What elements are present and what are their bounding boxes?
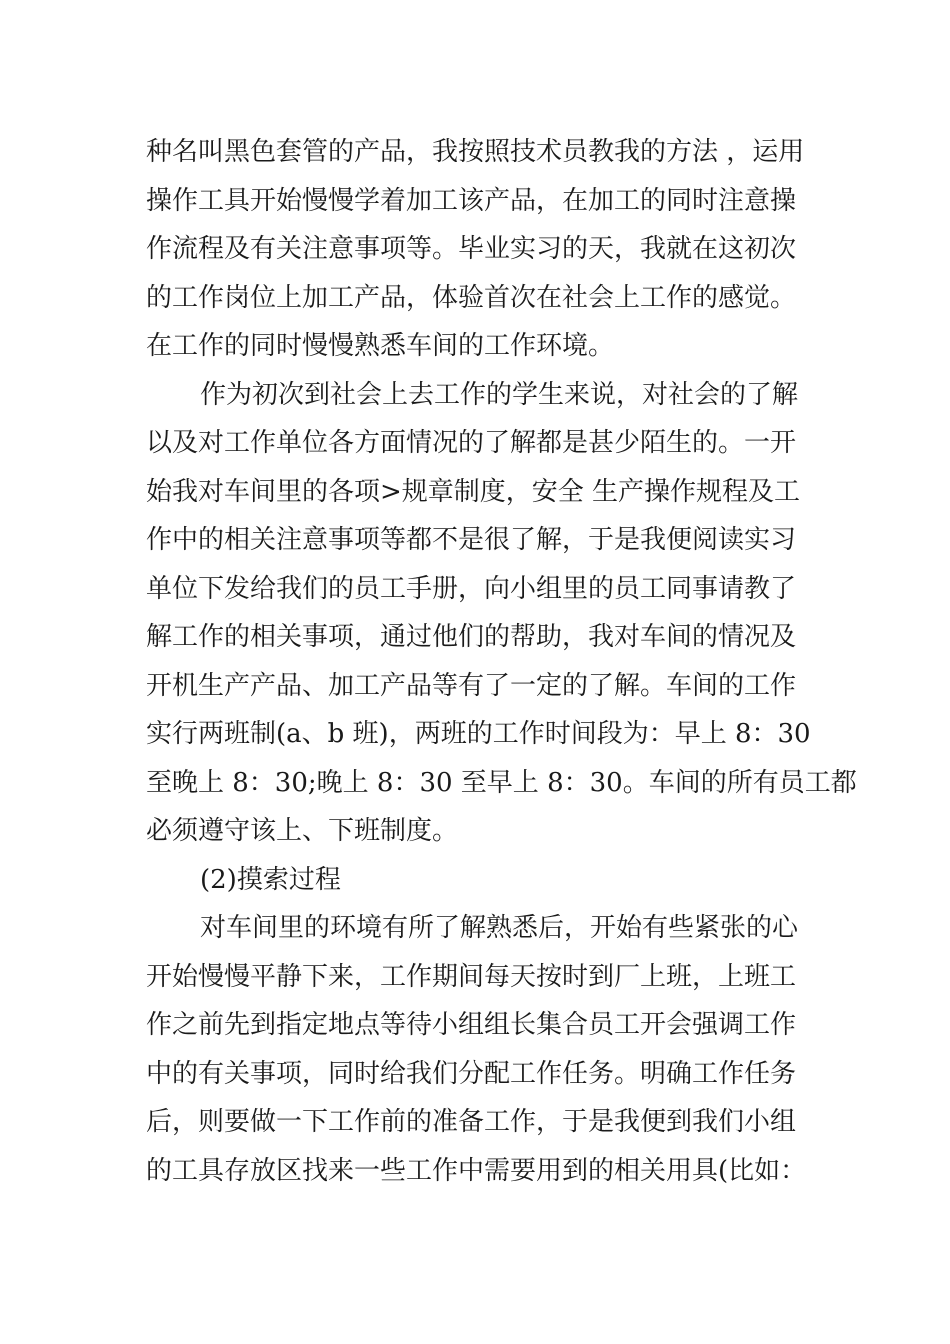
text-line: 中的有关事项，同时给我们分配工作任务。明确工作任务: [146, 1058, 797, 1089]
text-line: 种名叫黑色套管的产品，我按照技术员教我的方法 ，运用: [146, 137, 805, 167]
text-line: 开始慢慢平静下来，工作期间每天按时到厂上班，上班工: [146, 961, 797, 992]
text-line: 至晚上 8：30;晚上 8：30 至早上 8：30。车间的所有员工都: [146, 767, 857, 798]
text-line: 作之前先到指定地点等待小组组长集合员工开会强调工作: [146, 1010, 797, 1040]
text-line: 的工作岗位上加工产品，体验首次在社会上工作的感觉。: [146, 282, 797, 313]
text-line: 解工作的相关事项，通过他们的帮助，我对车间的情况及: [146, 622, 797, 652]
text-line: 开机生产产品、加工产品等有了一定的了解。车间的工作: [146, 670, 797, 701]
text-line: 必须遵守该上、下班制度。: [146, 816, 459, 846]
text-line: 以及对工作单位各方面情况的了解都是甚少陌生的。一开: [146, 428, 797, 458]
text-line: 作中的相关注意事项等都不是很了解，于是我便阅读实习: [146, 525, 797, 555]
text-line: 操作工具开始慢慢学着加工该产品，在加工的同时注意操: [146, 185, 797, 216]
text-line: 作流程及有关注意事项等。毕业实习的天，我就在这初次: [146, 234, 797, 264]
paragraph-start-line: 作为初次到社会上去工作的学生来说，对社会的了解: [200, 379, 799, 410]
body-text: [146, 128, 857, 1195]
section-heading: (2)摸索过程: [200, 864, 341, 895]
text-line: 的工具存放区找来一些工作中需要用到的相关用具(比如：: [146, 1155, 807, 1186]
text-line: 实行两班制(a、b 班)，两班的工作时间段为：早上 8：30: [146, 719, 811, 749]
text-line: 在工作的同时慢慢熟悉车间的工作环境。: [146, 331, 615, 361]
paragraph-start-line: 对车间里的环境有所了解熟悉后，开始有些紧张的心: [200, 913, 799, 943]
text-line: 始我对车间里的各项>规章制度，安全 生产操作规程及工: [146, 476, 801, 507]
text-line: 后，则要做一下工作前的准备工作，于是我便到我们小组: [146, 1107, 797, 1137]
text-line: 单位下发给我们的员工手册，向小组里的员工同事请教了: [146, 573, 797, 604]
